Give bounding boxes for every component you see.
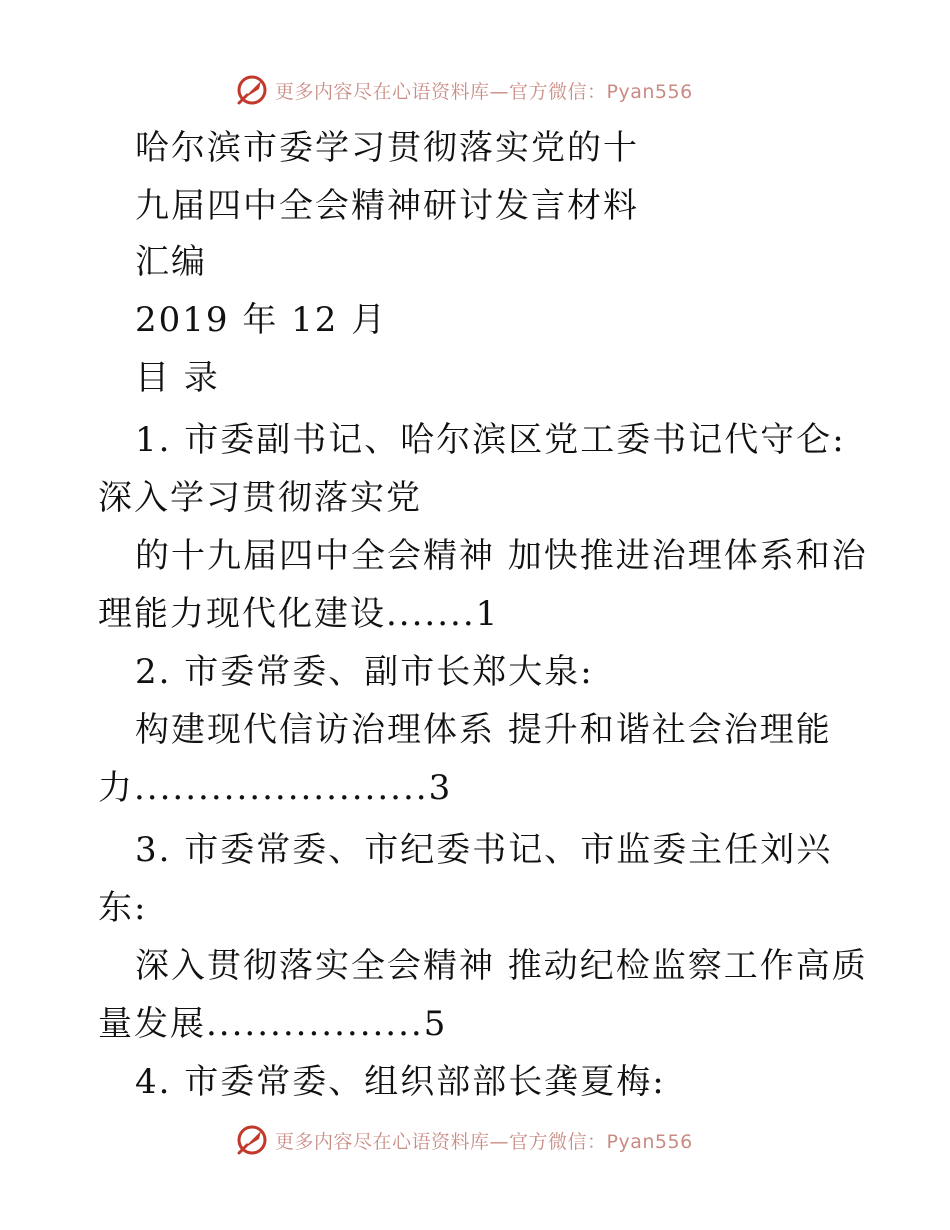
toc-item-3-text: 深入贯彻落实全会精神 推动纪检监察工作高质 <box>135 946 868 986</box>
document-date: 2019 年 12 月 <box>135 300 388 340</box>
toc-item-4-heading: 4. 市委常委、组织部部长龚夏梅: <box>135 1062 666 1102</box>
watermark-text: 更多内容尽在心语资料库—官方微信：Pyan556 <box>275 80 693 103</box>
toc-item-3-page: 量发展.................5 <box>98 1004 448 1044</box>
title-line-2: 九届四中全会精神研讨发言材料 <box>135 186 639 226</box>
toc-item-2-text: 构建现代信访治理体系 提升和谐社会治理能 <box>135 710 832 750</box>
toc-item-1-heading: 1. 市委副书记、哈尔滨区党工委书记代守仑: <box>135 420 846 460</box>
toc-item-1-text: 深入学习贯彻落实党 <box>98 478 422 518</box>
toc-item-2-heading: 2. 市委常委、副市长郑大泉: <box>135 652 594 692</box>
toc-item-1-text: 的十九届四中全会精神 加快推进治理体系和治 <box>135 536 868 576</box>
title-line-3: 汇编 <box>135 242 207 282</box>
title-line-1: 哈尔滨市委学习贯彻落实党的十 <box>135 128 639 168</box>
toc-item-3-heading: 东: <box>98 888 148 928</box>
watermark-banner-bottom <box>235 1122 693 1158</box>
watermark-banner-top <box>235 72 693 108</box>
quill-pen-logo-icon <box>235 73 269 107</box>
quill-pen-logo-icon <box>235 1123 269 1157</box>
watermark-text: 更多内容尽在心语资料库—官方微信：Pyan556 <box>275 1130 693 1153</box>
toc-item-1-page: 理能力现代化建设.......1 <box>98 594 500 634</box>
toc-heading: 目 录 <box>135 358 220 398</box>
toc-item-3-heading: 3. 市委常委、市纪委书记、市监委主任刘兴 <box>135 830 833 870</box>
toc-item-2-page: 力.......................3 <box>98 768 453 808</box>
